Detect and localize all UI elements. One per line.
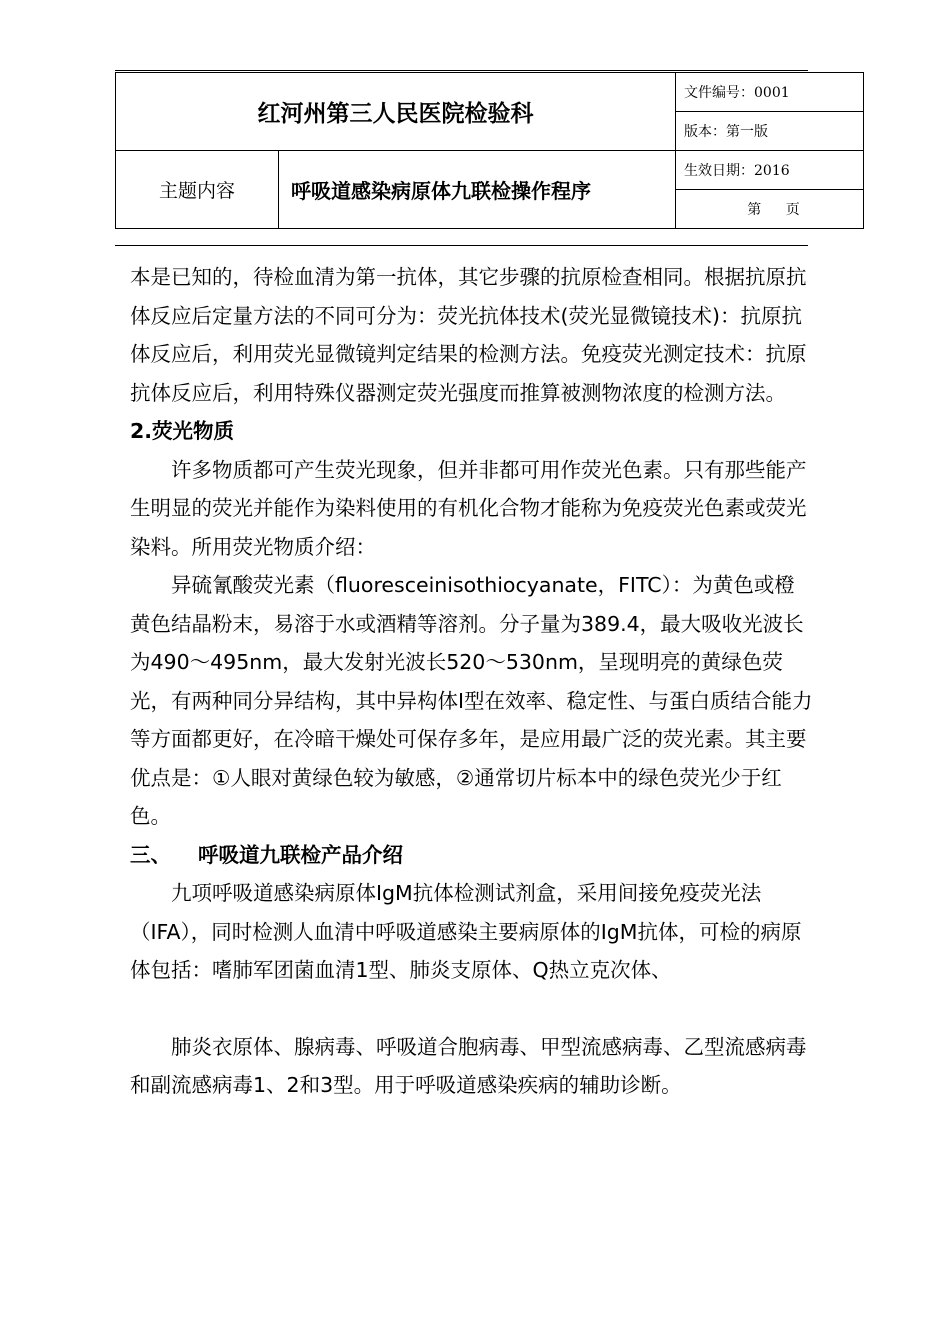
heading-fluorescent-substances: 2.荧光物质 <box>130 419 235 443</box>
page-number: 第 页 <box>676 190 864 229</box>
document-body <box>130 258 815 1105</box>
document-version: 版本：第一版 <box>676 112 864 151</box>
paragraph-fitc: 异硫氰酸荧光素（fluoresceinisothiocyanate，FITC）：为黄色或橙黄色结晶粉末，易溶于水或酒精等溶剂。分子量为389.4，最大吸收光波长为490～495nm，最大发射光波长520～530nm，呈现明亮的黄绿色荧光，有两种同分异结构，其中异构体Ⅰ型在效率、稳定性、与蛋白质结合能力等方面都更好，在冷暗干燥处可保存多年，是应用最广泛的荧光素。其主要优点是：①人眼对黄绿色较为敏感，②通常切片标本中的绿色荧光少于红色。 <box>130 573 813 828</box>
paragraph-fluorescent-intro: 许多物质都可产生荧光现象，但并非都可用作荧光色素。只有那些能产生明显的荧光并能作为染料使用的有机化合物才能称为免疫荧光色素或荧光染料。所用荧光物质介绍： <box>130 457 807 559</box>
header-top-rule <box>115 70 808 71</box>
hospital-name: 红河州第三人民医院检验科 <box>116 73 676 151</box>
effective-date: 生效日期：2016 <box>676 151 864 190</box>
paragraph-gap <box>130 990 815 1028</box>
paragraph-kit-description: 九项呼吸道感染病原体IgM抗体检测试剂盒，采用间接免疫荧光法（IFA），同时检测人血清中呼吸道感染主要病原体的IgM抗体，可检的病原体包括：嗜肺军团菌血清1型、肺炎支原体、Q热立克次体、 <box>130 881 802 982</box>
heading-section-text: 呼吸道九联检产品介绍 <box>198 842 403 867</box>
header-bottom-rule <box>115 245 808 246</box>
heading-product-intro <box>130 836 815 875</box>
topic-label: 主题内容 <box>116 151 279 229</box>
document-number: 文件编号：0001 <box>676 73 864 112</box>
heading-section-number: 三、 <box>130 842 171 867</box>
paragraph-antibody-methods: 本是已知的，待检血清为第一抗体，其它步骤的抗原检查相同。根据抗原抗体反应后定量方法的不同可分为：荧光抗体技术(荧光显微镜技术)：抗原抗体反应后，利用荧光显微镜判定结果的检测方法。免疫荧光测定技术：抗原抗体反应后，利用特殊仪器测定荧光强度而推算被测物浓度的检测方法。 <box>130 265 807 405</box>
paragraph-pathogens: 肺炎衣原体、腺病毒、呼吸道合胞病毒、甲型流感病毒、乙型流感病毒和副流感病毒1、2和3型。用于呼吸道感染疾病的辅助诊断。 <box>130 1034 807 1097</box>
document-header-table <box>115 72 864 229</box>
document-title: 呼吸道感染病原体九联检操作程序 <box>279 151 676 229</box>
